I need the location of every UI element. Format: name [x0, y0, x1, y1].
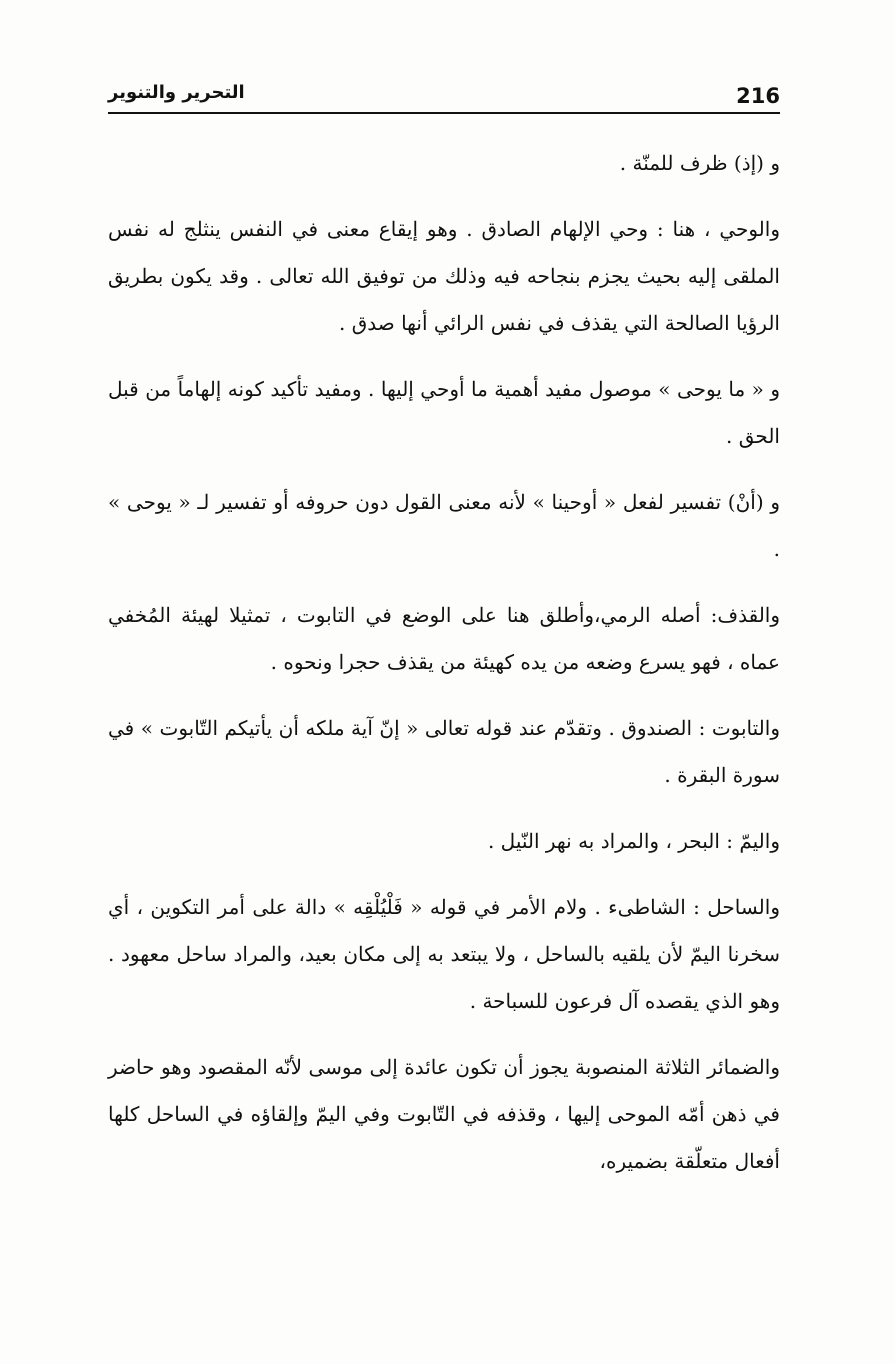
paragraph: والقذف: أصله الرمي،وأطلق هنا على الوضع في التابوت ، تمثيلا لهيئة المُخفي عماه ، فهو يسرع وضعه من يده كهيئة من يقذف حجرا ونحوه . — [108, 603, 780, 674]
paragraph: و (إذ) ظرف للمنّة . — [619, 151, 780, 175]
page-body — [108, 140, 780, 1204]
paragraph: واليمّ : البحر ، والمراد به نهر النّيل . — [487, 829, 780, 853]
paragraph: والوحي ، هنا : وحي الإلهام الصادق . وهو إيقاع معنى في النفس ينثلج له نفس الملقى إليه بحيث يجزم بنجاحه فيه وذلك من توفيق الله تعالى . وقد يكون بطريق الرؤيا الصالحة التي يقذف في نفس الرائي أنها صدق . — [108, 217, 780, 335]
paragraph: و (أنْ) تفسير لفعل « أوحينا » لأنه معنى القول دون حروفه أو تفسير لـ « يوحى » . — [108, 490, 780, 561]
header-divider — [108, 112, 780, 114]
page-number: 216 — [736, 84, 780, 108]
paragraph: والتابوت : الصندوق . وتقدّم عند قوله تعالى « إنّ آية ملكه أن يأتيكم التّابوت » في سورة البقرة . — [108, 716, 780, 787]
book-title: التحرير والتنوير — [108, 82, 245, 103]
paragraph: والساحل : الشاطىء . ولام الأمر في قوله « فَلْيُلْقِه » دالة على أمر التكوين ، أي سخرنا اليمّ لأن يلقيه بالساحل ، ولا يبتعد به إلى مكان بعيد، والمراد ساحل معهود . وهو الذي يقصده آل فرعون للسباحة . — [108, 895, 780, 1013]
paragraph: و « ما يوحى » موصول مفيد أهمية ما أوحي إليها . ومفيد تأكيد كونه إلهاماً من قبل الحق . — [108, 377, 780, 448]
page-header — [108, 82, 780, 112]
paragraph: والضمائر الثلاثة المنصوبة يجوز أن تكون عائدة إلى موسى لأنّه المقصود وهو حاضر في ذهن أمّه الموحى إليها ، وقذفه في التّابوت وفي اليمّ وإلقاؤه في الساحل كلها أفعال متعلّقة بضميره، — [108, 1055, 780, 1173]
